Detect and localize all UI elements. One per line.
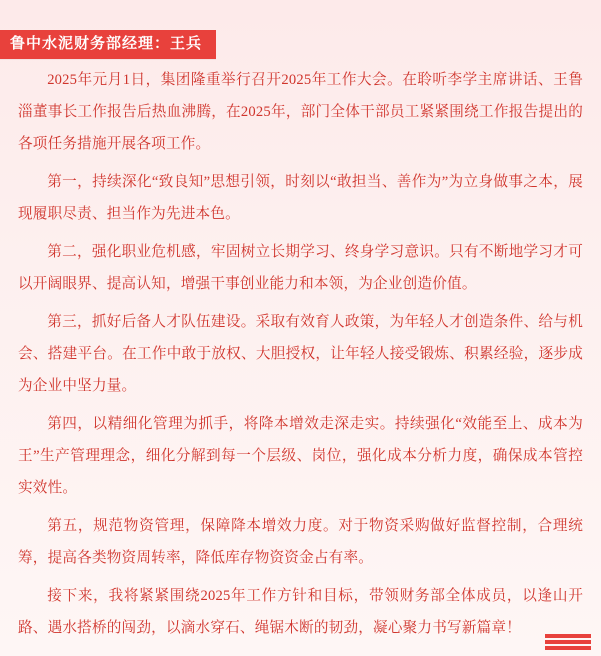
header-area xyxy=(0,0,601,52)
document-body xyxy=(0,52,601,644)
footer-bar xyxy=(545,646,591,650)
paragraph: 第一，持续深化“致良知”思想引领，时刻以“敢担当、善作为”为立身做事之本，展现履职尽责、担当作为先进本色。 xyxy=(18,174,583,222)
paragraph: 接下来，我将紧紧围绕2025年工作方针和目标，带领财务部全体成员，以逢山开路、遇水搭桥的闯劲，以滴水穿石、绳锯木断的韧劲，凝心聚力书写新篇章！ xyxy=(18,588,583,636)
paragraph: 第三，抓好后备人才队伍建设。采取有效育人政策，为年轻人才创造条件、给与机会、搭建平台。在工作中敢于放权、大胆授权，让年轻人接受锻炼、积累经验，逐步成为企业中坚力量。 xyxy=(18,314,583,394)
page-title: 鲁中水泥财务部经理：王兵 xyxy=(10,35,203,52)
paragraph: 第四，以精细化管理为抓手，将降本增效走深走实。持续强化“效能至上、成本为王”生产管理理念，细化分解到每一个层级、岗位，强化成本分析力度，确保成本管控实效性。 xyxy=(18,416,583,496)
footer-decoration xyxy=(545,634,591,648)
footer-bar xyxy=(545,640,591,644)
document-title-banner xyxy=(0,30,216,59)
footer-bar xyxy=(545,634,591,638)
paragraph: 第五，规范物资管理，保障降本增效力度。对于物资采购做好监督控制，合理统筹，提高各类物资周转率，降低库存物资资金占有率。 xyxy=(18,518,583,566)
paragraph: 2025年元月1日，集团隆重举行召开2025年工作大会。在聆听李学主席讲话、王鲁淄董事长工作报告后热血沸腾，在2025年，部门全体干部员工紧紧围绕工作报告提出的各项任务措施开展各项工作。 xyxy=(18,72,583,152)
paragraph: 第二，强化职业危机感，牢固树立长期学习、终身学习意识。只有不断地学习才可以开阔眼界、提高认知，增强干事创业能力和本领，为企业创造价值。 xyxy=(18,244,583,292)
